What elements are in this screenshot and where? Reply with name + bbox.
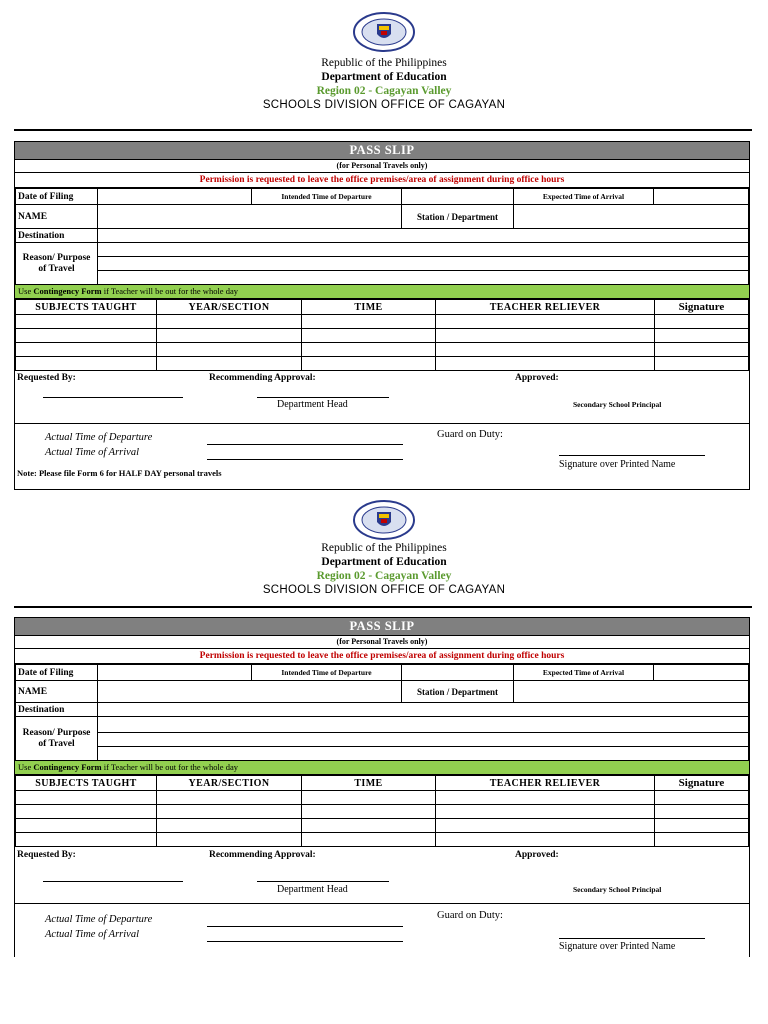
col-teacher-reliever: TEACHER RELIEVER xyxy=(436,300,655,315)
department-text: Department of Education xyxy=(321,556,447,568)
recommending-label: Recommending Approval: xyxy=(209,850,316,860)
cell[interactable] xyxy=(157,833,302,847)
name-field[interactable] xyxy=(98,205,402,229)
letterhead xyxy=(0,541,768,597)
expected-arrival-field[interactable] xyxy=(654,665,749,681)
subjects-table xyxy=(15,299,749,371)
col-subjects-taught: SUBJECTS TAUGHT xyxy=(16,776,157,791)
reason-field-line-3[interactable] xyxy=(98,747,749,761)
cell[interactable] xyxy=(157,343,302,357)
actual-departure-label: Actual Time of Departure xyxy=(45,914,153,925)
table-row xyxy=(16,343,749,357)
pass-slip-form xyxy=(14,141,750,490)
header-rule xyxy=(14,606,752,608)
destination-field[interactable] xyxy=(98,229,749,243)
reason-field-line-1[interactable] xyxy=(98,243,749,257)
intended-departure-label: Intended Time of Departure xyxy=(252,665,402,681)
guard-label: Guard on Duty: xyxy=(437,429,503,440)
cell[interactable] xyxy=(16,791,157,805)
reason-field-line-2[interactable] xyxy=(98,257,749,271)
cell[interactable] xyxy=(436,357,655,371)
destination-field[interactable] xyxy=(98,703,749,717)
pass-slip-copy-1 xyxy=(0,0,768,492)
republic-text: Republic of the Philippines xyxy=(321,57,447,69)
cell[interactable] xyxy=(16,805,157,819)
permission-text: Permission is requested to leave the office premises/area of assignment during office hours xyxy=(15,649,749,664)
principal-text: Secondary School Principal xyxy=(573,885,662,894)
destination-label: Destination xyxy=(16,229,98,243)
name-field[interactable] xyxy=(98,681,402,703)
signature-over-name: Signature over Printed Name xyxy=(559,459,676,470)
expected-arrival-field[interactable] xyxy=(654,189,749,205)
recommending-label: Recommending Approval: xyxy=(209,373,316,383)
col-time: TIME xyxy=(302,300,436,315)
cell[interactable] xyxy=(436,819,655,833)
form-title: PASS SLIP xyxy=(15,142,749,160)
cell[interactable] xyxy=(302,791,436,805)
intended-departure-field[interactable] xyxy=(402,189,514,205)
cell[interactable] xyxy=(16,329,157,343)
cell[interactable] xyxy=(16,357,157,371)
cell[interactable] xyxy=(157,357,302,371)
col-year-section: YEAR/SECTION xyxy=(157,300,302,315)
table-row xyxy=(16,819,749,833)
name-label: NAME xyxy=(16,681,98,703)
station-label: Station / Department xyxy=(402,681,514,703)
deped-seal-icon xyxy=(352,500,416,540)
cell[interactable] xyxy=(16,343,157,357)
contingency-use: Use xyxy=(18,286,34,296)
cell[interactable] xyxy=(157,791,302,805)
date-of-filing-label: Date of Filing xyxy=(16,665,98,681)
actual-times-section xyxy=(15,424,749,482)
pass-slip-copy-2 xyxy=(0,496,768,1024)
col-time: TIME xyxy=(302,776,436,791)
dept-head-line[interactable] xyxy=(257,397,389,398)
requested-by-label: Requested By: xyxy=(17,373,76,383)
contingency-rest: if Teacher will be out for the whole day xyxy=(103,286,238,296)
reason-field-line-3[interactable] xyxy=(98,271,749,285)
dept-head-text: Department Head xyxy=(277,399,348,410)
actual-arrival-line[interactable] xyxy=(207,459,403,460)
requested-by-line[interactable] xyxy=(43,397,183,398)
table-row xyxy=(16,315,749,329)
cell[interactable] xyxy=(436,791,655,805)
header-rule xyxy=(14,129,752,131)
department-text: Department of Education xyxy=(321,71,447,83)
details-table xyxy=(15,664,749,761)
cell[interactable] xyxy=(16,819,157,833)
division-text: SCHOOLS DIVISION OFFICE OF CAGAYAN xyxy=(262,99,506,111)
actual-departure-label: Actual Time of Departure xyxy=(45,432,153,443)
guard-signature-line[interactable] xyxy=(559,938,705,939)
republic-text: Republic of the Philippines xyxy=(321,542,447,554)
signature-over-name: Signature over Printed Name xyxy=(559,941,676,952)
destination-label: Destination xyxy=(16,703,98,717)
station-field[interactable] xyxy=(514,681,749,703)
approved-label: Approved: xyxy=(515,850,559,860)
form-subtitle: (for Personal Travels only) xyxy=(15,160,749,173)
deped-seal-icon xyxy=(352,12,416,52)
cell[interactable] xyxy=(157,315,302,329)
division-text: SCHOOLS DIVISION OFFICE OF CAGAYAN xyxy=(262,584,506,596)
cell[interactable] xyxy=(302,315,436,329)
actual-departure-line[interactable] xyxy=(207,444,403,445)
contingency-form-link: Contingency Form xyxy=(33,286,104,296)
contingency-note xyxy=(15,761,749,775)
cell[interactable] xyxy=(302,833,436,847)
dept-head-text: Department Head xyxy=(277,884,348,895)
permission-text: Permission is requested to leave the office premises/area of assignment during office hours xyxy=(15,173,749,188)
guard-label: Guard on Duty: xyxy=(437,910,503,921)
date-of-filing-field[interactable] xyxy=(98,189,252,205)
contingency-rest: if Teacher will be out for the whole day xyxy=(103,762,238,772)
reason-field-line-1[interactable] xyxy=(98,717,749,733)
approved-label: Approved: xyxy=(515,373,559,383)
cell[interactable] xyxy=(302,329,436,343)
name-label: NAME xyxy=(16,205,98,229)
requested-by-label: Requested By: xyxy=(17,850,76,860)
actual-arrival-label: Actual Time of Arrival xyxy=(45,929,140,940)
actual-times-section xyxy=(15,904,749,954)
station-label: Station / Department xyxy=(402,205,514,229)
reason-label: Reason/ Purpose of Travel xyxy=(16,243,98,285)
cell[interactable] xyxy=(655,357,749,371)
intended-departure-field[interactable] xyxy=(402,665,514,681)
cell[interactable] xyxy=(436,315,655,329)
cell[interactable] xyxy=(436,343,655,357)
region-text: Region 02 - Cagayan Valley xyxy=(316,85,452,97)
cell[interactable] xyxy=(16,833,157,847)
actual-departure-line[interactable] xyxy=(207,926,403,927)
cell[interactable] xyxy=(157,805,302,819)
signatures-section xyxy=(15,371,749,424)
table-row xyxy=(16,805,749,819)
date-of-filing-field[interactable] xyxy=(98,665,252,681)
col-year-section: YEAR/SECTION xyxy=(157,776,302,791)
expected-arrival-label: Expected Time of Arrival xyxy=(514,189,654,205)
contingency-use: Use xyxy=(18,762,34,772)
cell[interactable] xyxy=(436,329,655,343)
form-title: PASS SLIP xyxy=(15,618,749,636)
date-of-filing-label: Date of Filing xyxy=(16,189,98,205)
cell[interactable] xyxy=(436,833,655,847)
requested-by-line[interactable] xyxy=(43,881,183,882)
expected-arrival-label: Expected Time of Arrival xyxy=(514,665,654,681)
cell[interactable] xyxy=(157,819,302,833)
cell[interactable] xyxy=(302,357,436,371)
actual-arrival-label: Actual Time of Arrival xyxy=(45,447,140,458)
cell[interactable] xyxy=(436,805,655,819)
cell[interactable] xyxy=(157,329,302,343)
details-table xyxy=(15,188,749,285)
reason-label: Reason/ Purpose of Travel xyxy=(16,717,98,761)
station-field[interactable] xyxy=(514,205,749,229)
letterhead xyxy=(0,56,768,112)
pass-slip-form xyxy=(14,617,750,957)
reason-field-line-2[interactable] xyxy=(98,733,749,747)
col-signature: Signature xyxy=(655,300,749,315)
form-subtitle: (for Personal Travels only) xyxy=(15,636,749,649)
cell[interactable] xyxy=(302,805,436,819)
col-subjects-taught: SUBJECTS TAUGHT xyxy=(16,300,157,315)
guard-signature-line[interactable] xyxy=(559,455,705,456)
intended-departure-label: Intended Time of Departure xyxy=(252,189,402,205)
cell[interactable] xyxy=(655,833,749,847)
col-teacher-reliever: TEACHER RELIEVER xyxy=(436,776,655,791)
actual-arrival-line[interactable] xyxy=(207,941,403,942)
cell[interactable] xyxy=(655,343,749,357)
cell[interactable] xyxy=(302,819,436,833)
cell[interactable] xyxy=(655,819,749,833)
cell[interactable] xyxy=(655,805,749,819)
half-day-note: Note: Please file Form 6 for HALF DAY personal travels xyxy=(17,468,222,478)
table-row xyxy=(16,329,749,343)
region-text: Region 02 - Cagayan Valley xyxy=(316,570,452,582)
table-row xyxy=(16,833,749,847)
cell[interactable] xyxy=(302,343,436,357)
subjects-table xyxy=(15,775,749,847)
dept-head-line[interactable] xyxy=(257,881,389,882)
signatures-section xyxy=(15,847,749,904)
cell[interactable] xyxy=(655,329,749,343)
principal-text: Secondary School Principal xyxy=(573,400,662,409)
table-row xyxy=(16,357,749,371)
cell[interactable] xyxy=(16,315,157,329)
cell[interactable] xyxy=(655,315,749,329)
table-row xyxy=(16,791,749,805)
contingency-note xyxy=(15,285,749,299)
contingency-form-link: Contingency Form xyxy=(33,762,104,772)
cell[interactable] xyxy=(655,791,749,805)
col-signature: Signature xyxy=(655,776,749,791)
